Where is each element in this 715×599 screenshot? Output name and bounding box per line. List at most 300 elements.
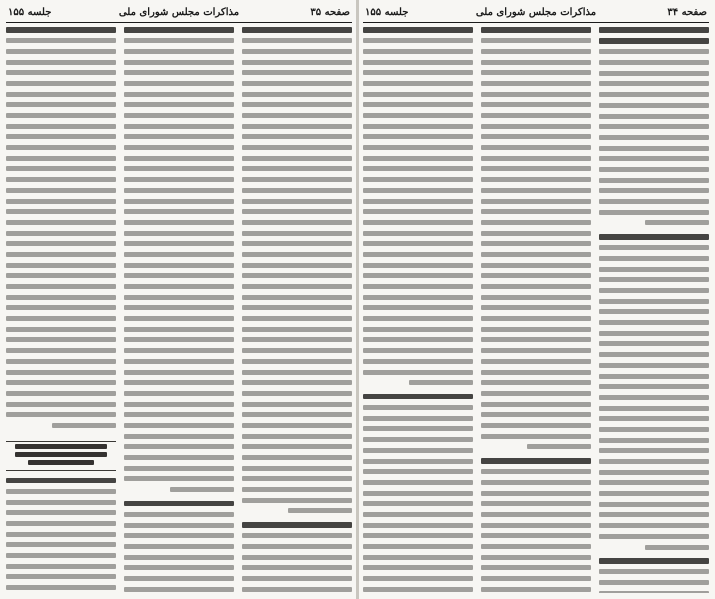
text-line	[124, 434, 234, 439]
text-line	[599, 188, 709, 193]
text-line	[481, 295, 591, 300]
text-line	[481, 316, 591, 321]
text-line	[481, 402, 591, 407]
text-line	[6, 188, 116, 193]
heading-line	[15, 452, 107, 457]
text-line	[242, 476, 352, 481]
text-line	[599, 502, 709, 507]
text-line	[363, 113, 473, 118]
text-line	[481, 327, 591, 332]
text-line	[363, 134, 473, 139]
left-page	[6, 6, 352, 596]
text-line	[242, 252, 352, 257]
text-line	[481, 199, 591, 204]
text-line	[363, 209, 473, 214]
text-line	[124, 359, 234, 364]
text-line	[124, 113, 234, 118]
text-line	[363, 49, 473, 54]
text-line	[363, 263, 473, 268]
text-line	[6, 145, 116, 150]
text-line	[481, 284, 591, 289]
text-line	[599, 416, 709, 421]
text-line	[124, 412, 234, 417]
text-line	[481, 412, 591, 417]
text-line	[363, 295, 473, 300]
right-page-running-title: مذاکرات مجلس شورای ملی	[475, 7, 597, 18]
text-line	[124, 555, 234, 560]
book-gutter	[356, 0, 359, 599]
text-line	[6, 510, 116, 515]
text-line	[242, 284, 352, 289]
text-line	[124, 423, 234, 428]
text-line	[599, 374, 709, 379]
text-line	[363, 555, 473, 560]
text-line	[599, 277, 709, 282]
text-line	[242, 533, 352, 538]
text-line	[124, 145, 234, 150]
text-line	[363, 316, 473, 321]
text-line	[124, 60, 234, 65]
text-line	[363, 565, 473, 570]
text-line	[6, 113, 116, 118]
left-page-running-title: مذاکرات مجلس شورای ملی	[118, 7, 240, 18]
text-line	[599, 234, 709, 240]
text-line	[242, 199, 352, 204]
text-line	[599, 167, 709, 172]
text-line	[6, 380, 116, 385]
text-line	[363, 38, 473, 43]
text-line	[242, 466, 352, 471]
text-line	[481, 555, 591, 560]
text-line	[124, 27, 234, 33]
text-line	[242, 434, 352, 439]
text-line	[481, 359, 591, 364]
text-line	[6, 220, 116, 225]
text-line	[599, 491, 709, 496]
text-line	[363, 437, 473, 442]
text-line	[599, 156, 709, 161]
text-line	[242, 402, 352, 407]
text-line	[481, 491, 591, 496]
text-line	[481, 27, 591, 33]
text-line	[599, 384, 709, 389]
text-line	[481, 501, 591, 506]
left-page-session: جلسه ۱۵۵	[8, 7, 52, 18]
text-line	[124, 576, 234, 581]
text-line	[363, 188, 473, 193]
text-line	[363, 156, 473, 161]
text-line	[124, 348, 234, 353]
text-line	[363, 501, 473, 506]
left-page-column-2	[124, 27, 234, 593]
text-line	[599, 438, 709, 443]
text-line	[6, 337, 116, 342]
text-line	[124, 231, 234, 236]
text-line	[363, 370, 473, 375]
text-line	[409, 380, 473, 385]
text-line	[6, 92, 116, 97]
text-line	[363, 359, 473, 364]
text-line	[124, 455, 234, 460]
right-page	[363, 6, 709, 596]
text-line	[481, 220, 591, 225]
text-line	[242, 241, 352, 246]
text-line	[599, 60, 709, 65]
text-line	[481, 177, 591, 182]
text-line	[124, 316, 234, 321]
text-line	[242, 412, 352, 417]
text-line	[6, 284, 116, 289]
text-line	[363, 145, 473, 150]
text-line	[6, 263, 116, 268]
text-line	[599, 363, 709, 368]
text-line	[124, 305, 234, 310]
left-page-number: صفحه ۳۵	[310, 7, 350, 18]
text-line	[242, 380, 352, 385]
text-line	[481, 156, 591, 161]
text-line	[6, 327, 116, 332]
text-line	[242, 576, 352, 581]
text-line	[481, 241, 591, 246]
text-line	[242, 498, 352, 503]
text-line	[363, 27, 473, 33]
text-line	[242, 444, 352, 449]
text-line	[124, 380, 234, 385]
text-line	[599, 352, 709, 357]
text-line	[645, 545, 709, 550]
text-line	[481, 565, 591, 570]
text-line	[242, 487, 352, 492]
text-line	[6, 231, 116, 236]
text-line	[599, 580, 709, 585]
text-line	[481, 70, 591, 75]
text-line	[481, 469, 591, 474]
text-line	[363, 220, 473, 225]
text-line	[242, 113, 352, 118]
text-line	[6, 542, 116, 547]
text-line	[599, 146, 709, 151]
text-line	[242, 134, 352, 139]
text-line	[363, 576, 473, 581]
text-line	[124, 49, 234, 54]
text-line	[6, 38, 116, 43]
right-page-column-3	[363, 27, 473, 593]
text-line	[481, 102, 591, 107]
text-line	[242, 81, 352, 86]
text-line	[242, 220, 352, 225]
text-line	[242, 565, 352, 570]
text-line	[363, 523, 473, 528]
text-line	[599, 569, 709, 574]
text-line	[6, 370, 116, 375]
text-line	[170, 487, 234, 492]
text-line	[599, 199, 709, 204]
text-line	[124, 512, 234, 517]
text-line	[124, 102, 234, 107]
left-page-column-3	[6, 27, 116, 593]
text-line	[363, 469, 473, 474]
text-line	[6, 134, 116, 139]
text-line	[52, 423, 116, 428]
text-line	[242, 263, 352, 268]
text-line	[599, 114, 709, 119]
text-line	[242, 27, 352, 33]
heading-line	[15, 444, 107, 449]
text-line	[599, 309, 709, 314]
text-line	[363, 327, 473, 332]
text-line	[363, 273, 473, 278]
text-line	[242, 156, 352, 161]
text-line	[6, 402, 116, 407]
text-line	[599, 49, 709, 54]
text-line	[6, 532, 116, 537]
text-line	[242, 38, 352, 43]
text-line	[124, 565, 234, 570]
text-line	[242, 92, 352, 97]
text-line	[242, 522, 352, 528]
text-line	[124, 81, 234, 86]
text-line	[363, 166, 473, 171]
text-line	[481, 145, 591, 150]
text-line	[481, 81, 591, 86]
text-line	[124, 199, 234, 204]
text-line	[599, 245, 709, 250]
text-line	[599, 591, 709, 593]
right-page-header	[363, 6, 709, 22]
text-line	[124, 327, 234, 332]
text-line	[481, 166, 591, 171]
text-line	[242, 359, 352, 364]
text-line	[481, 231, 591, 236]
text-line	[242, 273, 352, 278]
text-line	[288, 508, 352, 513]
text-line	[363, 81, 473, 86]
text-line	[481, 380, 591, 385]
text-line	[599, 427, 709, 432]
text-line	[124, 156, 234, 161]
text-line	[599, 558, 709, 564]
text-line	[6, 27, 116, 33]
text-line	[481, 209, 591, 214]
text-line	[481, 124, 591, 129]
text-line	[481, 49, 591, 54]
text-line	[124, 544, 234, 549]
text-line	[363, 448, 473, 453]
text-line	[481, 60, 591, 65]
text-line	[6, 177, 116, 182]
text-line	[363, 405, 473, 410]
left-page-column-1	[242, 27, 352, 593]
left-header-rule	[6, 22, 352, 23]
text-line	[124, 209, 234, 214]
text-line	[124, 337, 234, 342]
text-line	[242, 177, 352, 182]
text-line	[6, 60, 116, 65]
text-line	[527, 444, 591, 449]
text-line	[481, 92, 591, 97]
text-line	[363, 394, 473, 400]
text-line	[363, 70, 473, 75]
text-line	[599, 267, 709, 272]
text-line	[242, 370, 352, 375]
text-line	[124, 273, 234, 278]
text-line	[363, 102, 473, 107]
text-line	[6, 156, 116, 161]
text-line	[124, 444, 234, 449]
text-line	[363, 459, 473, 464]
text-line	[124, 177, 234, 182]
text-line	[6, 70, 116, 75]
text-line	[599, 406, 709, 411]
text-line	[363, 241, 473, 246]
text-line	[124, 533, 234, 538]
text-line	[481, 480, 591, 485]
text-line	[242, 391, 352, 396]
text-line	[599, 459, 709, 464]
text-line	[599, 341, 709, 346]
text-line	[599, 210, 709, 215]
text-line	[599, 320, 709, 325]
text-line	[6, 166, 116, 171]
text-line	[481, 512, 591, 517]
text-line	[242, 587, 352, 592]
text-line	[6, 585, 116, 590]
text-line	[6, 252, 116, 257]
text-line	[363, 124, 473, 129]
text-line	[481, 252, 591, 257]
text-line	[242, 295, 352, 300]
text-line	[363, 348, 473, 353]
text-line	[242, 145, 352, 150]
text-line	[6, 478, 116, 484]
text-line	[6, 391, 116, 396]
text-line	[599, 135, 709, 140]
text-line	[124, 124, 234, 129]
text-line	[124, 70, 234, 75]
text-line	[481, 337, 591, 342]
text-line	[242, 166, 352, 171]
text-line	[6, 316, 116, 321]
text-line	[599, 81, 709, 86]
text-line	[242, 231, 352, 236]
text-line	[124, 92, 234, 97]
text-line	[6, 553, 116, 558]
text-line	[242, 209, 352, 214]
text-line	[124, 38, 234, 43]
text-line	[481, 305, 591, 310]
text-line	[6, 295, 116, 300]
text-line	[599, 288, 709, 293]
text-line	[599, 523, 709, 528]
text-line	[363, 199, 473, 204]
text-line	[599, 38, 709, 44]
paragraph-gap	[6, 434, 116, 437]
text-line	[481, 434, 591, 439]
text-line	[363, 284, 473, 289]
text-line	[363, 426, 473, 431]
text-line	[645, 220, 709, 225]
text-line	[363, 512, 473, 517]
text-line	[6, 241, 116, 246]
text-line	[481, 391, 591, 396]
text-line	[242, 555, 352, 560]
heading-line	[28, 460, 94, 465]
text-line	[242, 124, 352, 129]
text-line	[363, 544, 473, 549]
text-line	[481, 523, 591, 528]
text-line	[481, 576, 591, 581]
text-line	[599, 470, 709, 475]
text-line	[481, 38, 591, 43]
text-line	[481, 533, 591, 538]
left-page-header	[6, 6, 352, 22]
text-line	[599, 92, 709, 97]
text-line	[124, 476, 234, 481]
text-line	[481, 134, 591, 139]
text-line	[599, 395, 709, 400]
text-line	[363, 533, 473, 538]
text-line	[363, 177, 473, 182]
text-line	[6, 209, 116, 214]
text-line	[124, 284, 234, 289]
text-line	[481, 188, 591, 193]
text-line	[6, 574, 116, 579]
text-line	[599, 299, 709, 304]
text-line	[124, 188, 234, 193]
text-line	[124, 466, 234, 471]
text-line	[124, 241, 234, 246]
text-line	[242, 49, 352, 54]
right-page-column-1	[599, 27, 709, 593]
text-line	[363, 480, 473, 485]
text-line	[242, 60, 352, 65]
text-line	[6, 412, 116, 417]
text-line	[599, 534, 709, 539]
text-line	[481, 113, 591, 118]
right-page-number: صفحه ۳۴	[667, 7, 707, 18]
text-line	[363, 231, 473, 236]
text-line	[124, 402, 234, 407]
text-line	[599, 103, 709, 108]
section-heading	[6, 441, 116, 471]
text-line	[124, 166, 234, 171]
text-line	[481, 348, 591, 353]
text-line	[599, 124, 709, 129]
text-line	[481, 423, 591, 428]
text-line	[363, 491, 473, 496]
text-line	[599, 256, 709, 261]
text-line	[599, 480, 709, 485]
text-line	[242, 188, 352, 193]
text-line	[124, 523, 234, 528]
text-line	[599, 178, 709, 183]
text-line	[242, 348, 352, 353]
text-line	[6, 489, 116, 494]
text-line	[6, 564, 116, 569]
text-line	[124, 295, 234, 300]
text-line	[6, 500, 116, 505]
text-line	[242, 455, 352, 460]
text-line	[6, 273, 116, 278]
text-line	[124, 501, 234, 507]
text-line	[6, 348, 116, 353]
text-line	[6, 49, 116, 54]
speaker-line	[599, 27, 709, 33]
text-line	[242, 423, 352, 428]
right-page-column-2	[481, 27, 591, 593]
text-line	[242, 544, 352, 549]
text-line	[242, 305, 352, 310]
